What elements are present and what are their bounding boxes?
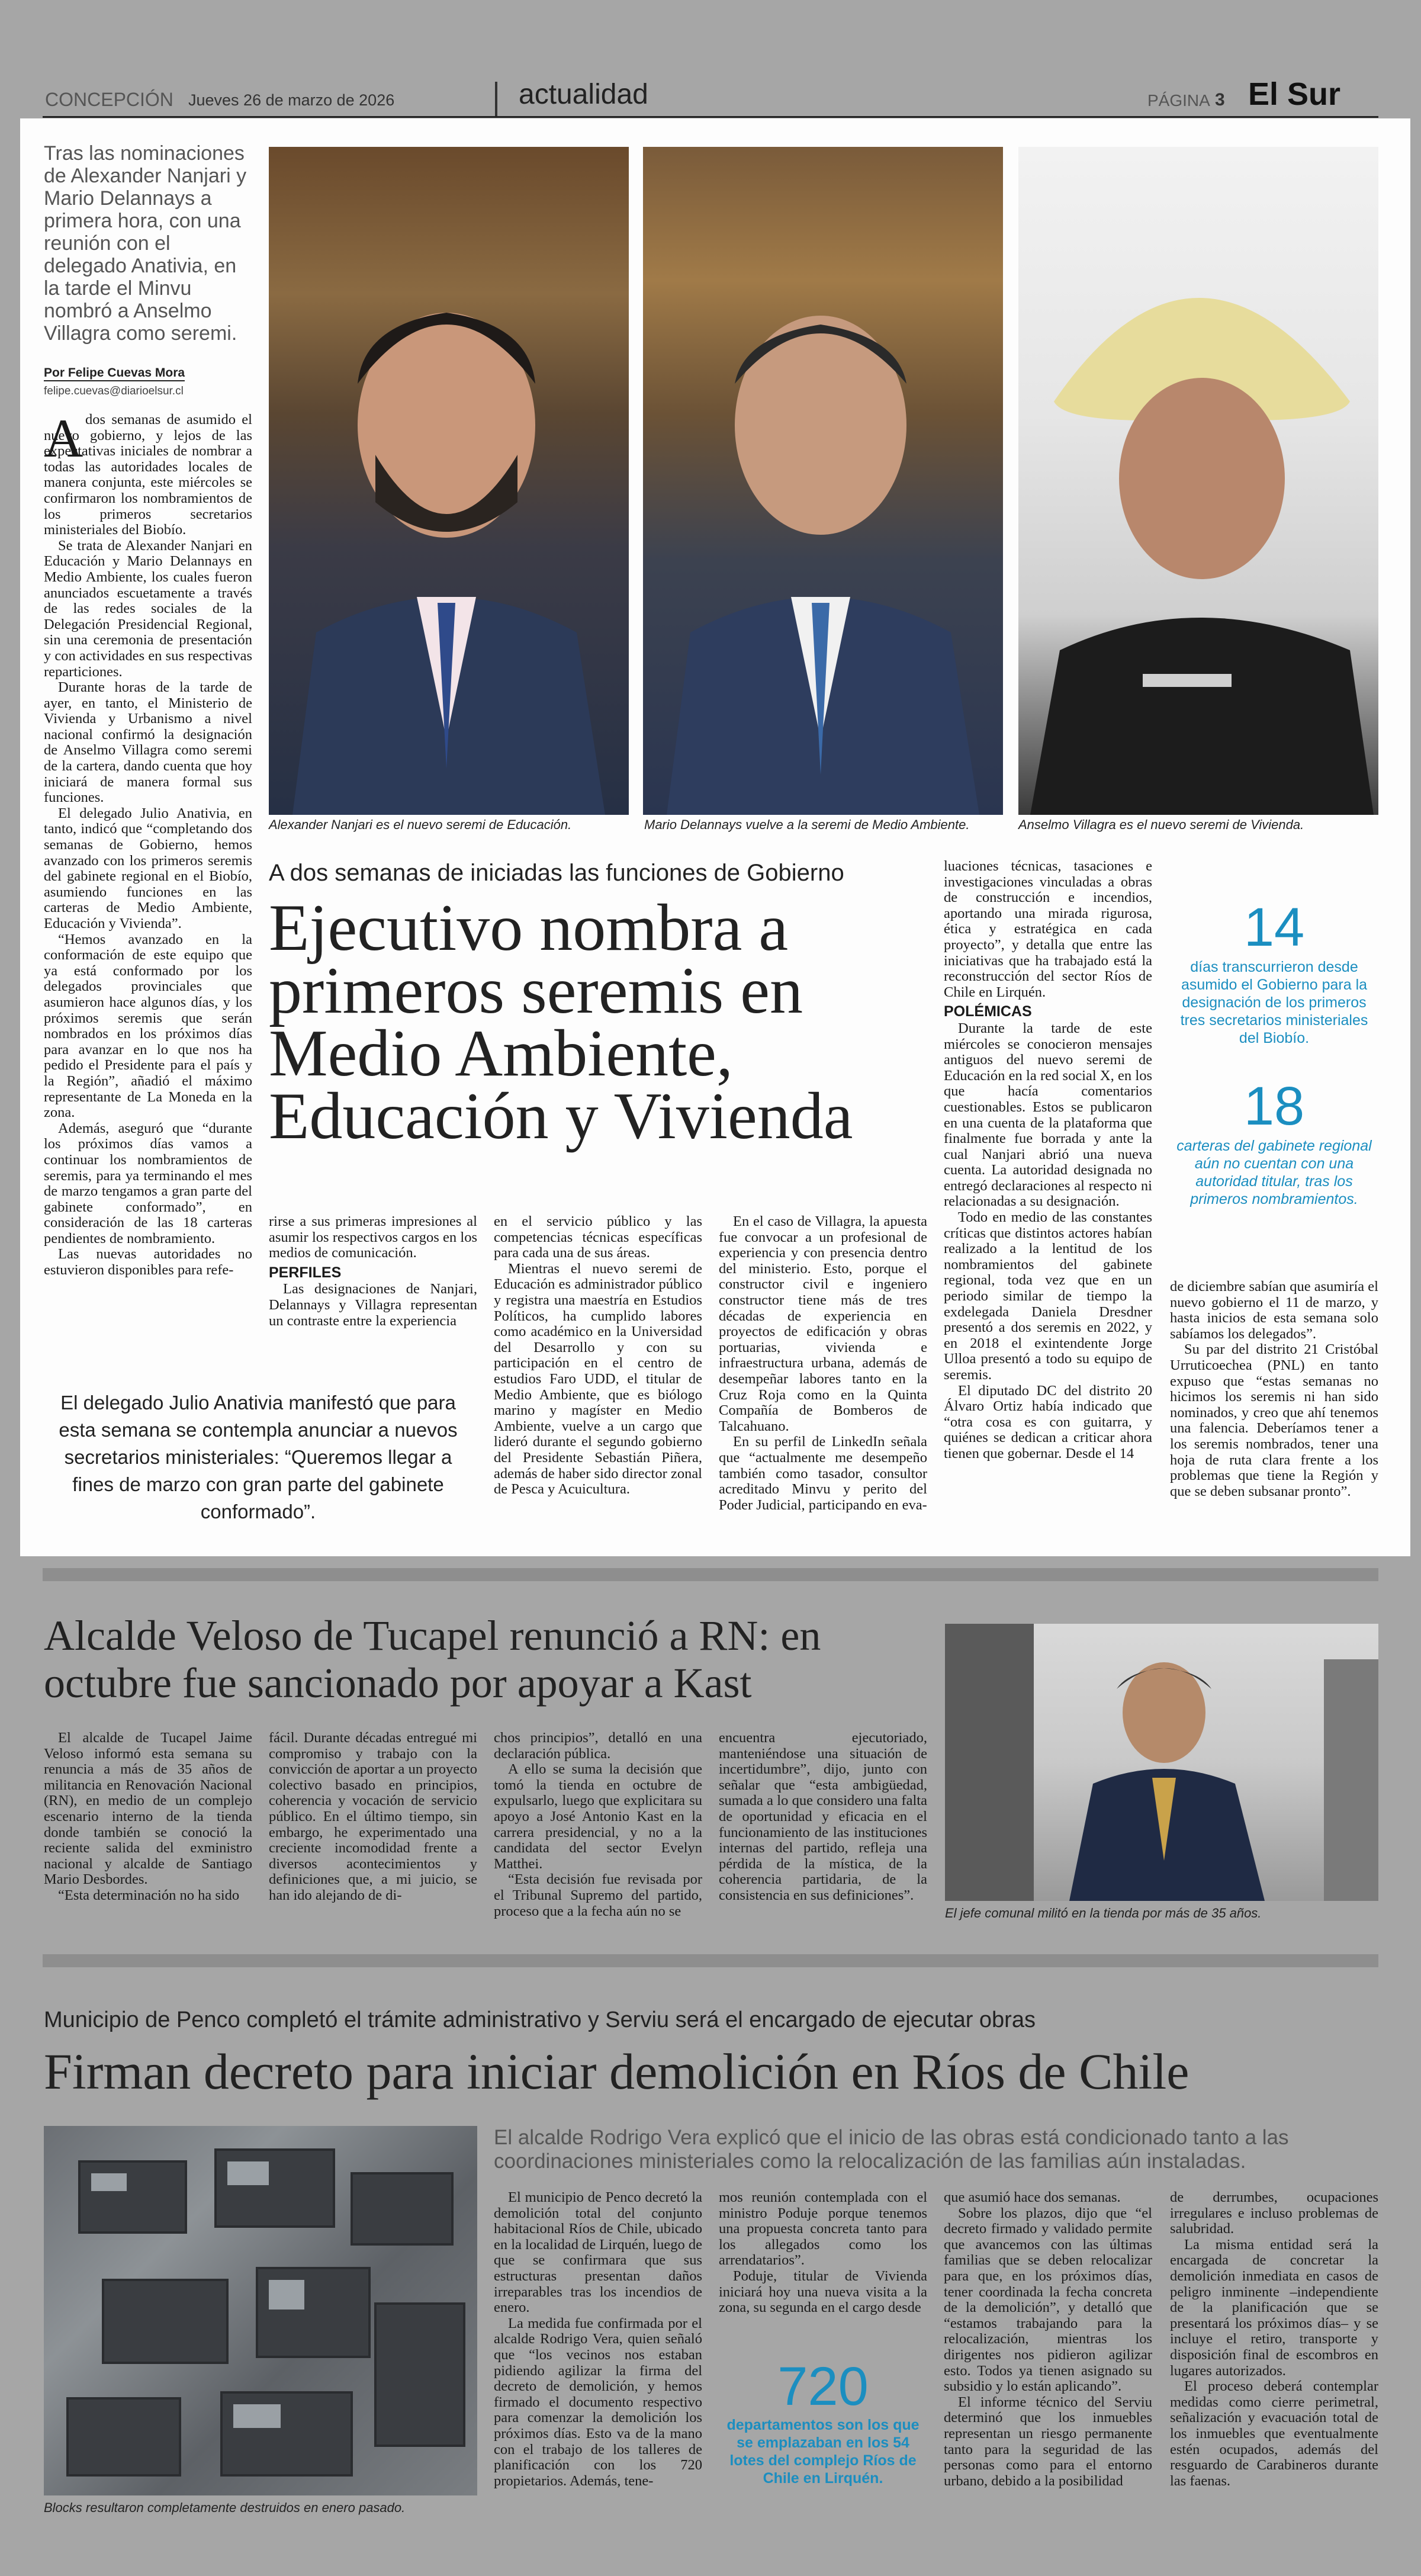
caption-veloso: El jefe comunal militó en la tienda por más de 35 años. — [945, 1906, 1262, 1920]
article3-column-4 — [1170, 2190, 1378, 2489]
paragraph: Además, aseguró que “durante los próximos días vamos a continuar los nombramientos de seremis, para ya terminando el mes de marzo tengamos a gran parte del gabinete conformado”, en consideración de las 18 carteras pendientes de nombramiento. — [44, 1120, 252, 1247]
paragraph: Las nuevas autoridades no estuvieron disponibles para refe- — [44, 1246, 252, 1279]
article3-headline: Firman decreto para iniciar demolición en Ríos de Chile — [44, 2043, 1189, 2100]
subhead-perfiles: PERFILES — [269, 1264, 342, 1281]
photo-nanjari — [269, 147, 629, 815]
paragraph: Sobre los plazos, dijo que “el decreto firmado y validado permite que avancemos con las últimas familias que se deben relocalizar para que, en los próximos días, tener coordinada la fecha concreta de la demolición”, y detalló que “estamos trabajando para la relocalización, mientras los dirigentes nos pidieron agilizar esto. Todos ya tienen asignado su subsidio y lo están aplicando”. — [944, 2205, 1152, 2395]
paragraph: encuentra ejecutoriado, manteniéndose una situación de incertidumbre”, dijo, junto con señalar que “esta ambigüedad, sumada a lo que considero una falta de oportunidad y eficacia en el funcionamiento de las instituciones internas del partido, refleja una pérdida de la mística, de la coherencia partidaria, de la consistencia en sus definiciones”. — [719, 1730, 927, 1903]
article1-column-2 — [269, 1214, 477, 1329]
paragraph: Se trata de Alexander Nanjari en Educación y Mario Delannays en Medio Ambiente, los cuales fueron anunciados escuetamente a través de las redes sociales de la Delegación Presidencial Regional, sin una ceremonia de presentación y con actividades en sus respectivas reparticiones. — [44, 537, 252, 680]
separator-band — [43, 1954, 1378, 1967]
header-date: Jueves 26 de marzo de 2026 — [188, 91, 395, 109]
article2-column-1 — [44, 1730, 252, 1904]
article1-email: felipe.cuevas@diarioelsur.cl — [44, 385, 184, 397]
paragraph: El municipio de Penco decretó la demolición total del conjunto habitacional Ríos de Chile, ubicado en la localidad de Lirquén, luego de que se confirmara que sus estructuras presentan daños irreparables tras los incendios de enero. — [494, 2189, 702, 2316]
article2-headline: Alcalde Veloso de Tucapel renunció a RN: en octubre fue sancionado por apoyar a Kast — [44, 1612, 821, 1707]
header-brand: El Sur — [1248, 76, 1341, 112]
article1-column-4 — [719, 1214, 927, 1513]
paragraph: El informe técnico del Serviu determinó que los inmuebles representan un riesgo permanente tanto para la seguridad de las personas como para el entorno urbano, debido a la posibilidad — [944, 2394, 1152, 2489]
paragraph: Durante horas de la tarde de ayer, en tanto, el Ministerio de Vivienda y Urbanismo a nivel nacional confirmó la designación de Anselmo Villagra como seremi de la cartera, dando cuenta que hoy iniciará de manera formal sus funciones. — [44, 679, 252, 806]
header-city: CONCEPCIÓN — [45, 89, 173, 110]
paragraph: luaciones técnicas, tasaciones e investigaciones vinculadas a obras de construcción e incendios, aportando una mirada rigurosa, ética y estratégica en cada proyecto”, y detalla que entre las iniciativas que ha trabajado está la reconstrucción del sector Ríos de Chile en Lirquén. — [944, 858, 1152, 1000]
paragraph: La medida fue confirmada por el alcalde Rodrigo Vera, quien señaló que “los vecinos nos estaban pidiendo agilizar la firma del decreto de demolición, y hemos firmado el documento respectivo para comenzar la demolición los próximos días. Esto va de la mano con el trabajo de los talleres de planificación con los 720 propietarios. Además, tene- — [494, 2315, 702, 2489]
paragraph: Todo en medio de las constantes críticas que distintos actores habían realizado a la lentitud de los nombramientos del gabinete regional, toda vez que en un periodo similar de tiempo la exdelegada Daniela Dresdner presentó a dos seremis en 2022, y en 2018 el exintendente Jorge Ulloa presentó a todo su equipo de seremis. — [944, 1209, 1152, 1383]
paragraph: rirse a sus primeras impresiones al asumir los respectivos cargos en los medios de comunicación. — [269, 1213, 477, 1261]
article3-column-3 — [944, 2190, 1152, 2489]
paragraph: Su par del distrito 21 Cristóbal Urruticoechea (PNL) en tanto expuso que “estas semanas no hicimos los seremis ni han sido nominados, y creo que ahí tenemos una falencia. Deberíamos tener a los seremis nombrados, tener una hoja de ruta clara frente a los problemas que tiene la Región y que se deben subsanar pronto”. — [1170, 1341, 1378, 1499]
paragraph: Poduje, titular de Vivienda iniciará hoy una nueva visita a la zona, su segunda en el cargo desde — [719, 2267, 927, 2316]
paragraph: El delegado Julio Anativia, en tanto, indicó que “completando dos semanas de Gobierno, hemos avanzado con los primeros seremis del gabinete regional en el Biobío, asumiendo funciones en las carteras de Medio Ambiente, Educación y Vivienda”. — [44, 805, 252, 932]
article2-column-2 — [269, 1730, 477, 1904]
photo-rios-de-chile — [44, 2126, 477, 2495]
article3-column-2 — [719, 2190, 927, 2316]
stat-720-text: departamentos son los que se emplazaban en los 54 lotes del complejo Ríos de Chile en Lirquén. — [726, 2417, 920, 2487]
paragraph: Durante la tarde de este miércoles se conocieron mensajes antiguos del nuevo seremi de Educación en la red social X, en los que hacía comentarios cuestionables. Estos se publicaron en una cuenta de la plataforma que finalmente fue borrada y ante la cual Nanjari abrió una nueva cuenta. La autoridad designada no entregó declaraciones al respecto ni relacionadas a su designación. — [944, 1020, 1152, 1210]
paragraph: En su perfil de LinkedIn señala que “actualmente me desempeño también como tasador, consultor acreditado Minvu y perito del Poder Judicial, participando en eva- — [719, 1434, 927, 1513]
paragraph: mos reunión contemplada con el ministro Poduje porque tenemos una propuesta concreta tanto para los allegados como los arrendatarios”. — [719, 2189, 927, 2269]
header-divider — [495, 82, 497, 117]
header-rule — [43, 116, 1378, 118]
paragraph: dos semanas de asumido el nuevo gobierno, y lejos de las expectativas iniciales de nombrar a todas las autoridades locales de manera conjunta, este miércoles se confirmaron los nombramientos de los primeros secretarios ministeriales del Biobío. — [44, 412, 252, 538]
paragraph: A ello se suma la decisión que tomó la tienda en octubre de expulsarlo, luego que explicitara su apoyo a José Antonio Kast en la carrera presidencial, y no a la candidata del sector Evelyn Matthei. — [494, 1761, 702, 1872]
caption-delannays: Mario Delannays vuelve a la seremi de Medio Ambiente. — [644, 817, 970, 832]
paragraph: Mientras el nuevo seremi de Educación es administrador público y registra una maestría en Estudios Políticos, ha cumplido labores como académico en la Universidad del Desarrollo y con su participación en el centro de estudios Faro UDD, el titular de Medio Ambiente, que es biólogo marino y magíster en Medio Ambiente, vuelve a un cargo que lideró durante el segundo gobierno del Presidente Sebastián Piñera, además de haber sido director zonal de Pesca y Acuicultura. — [494, 1260, 702, 1498]
paragraph: que asumió hace dos semanas. — [944, 2189, 1121, 2205]
article1-column-5 — [944, 859, 1152, 1462]
paragraph: “Hemos avanzado en la conformación de este equipo que ya está conformado por los delegados provinciales que asumieron hace algunos días, y los próximos seremis que serán nombrados en los próximos días para avanzar en lo que nos ha pedido el Presidente para el país y la Región”, añadió el máximo representante de La Moneda en la zona. — [44, 931, 252, 1121]
dropcap: A — [44, 408, 83, 468]
separator-band — [43, 1568, 1378, 1581]
article1-headline: Ejecutivo nombra a primeros seremis en Medio Ambiente, Educación y Vivienda — [269, 891, 853, 1153]
article3-column-1 — [494, 2190, 702, 2489]
article3-lead: El alcalde Rodrigo Vera explicó que el inicio de las obras está condicionado tanto a las coordinaciones ministeriales como la relocalización de las familias aún instaladas. — [494, 2126, 1289, 2173]
paragraph: El diputado DC del distrito 20 Álvaro Ortiz había indicado que “otra cosa es con guitarra, y quiénes se dedican a criticar ahora tienen que gobernar. Desde el 14 — [944, 1382, 1152, 1462]
article1-column-3 — [494, 1214, 702, 1498]
caption-villagra: Anselmo Villagra es el nuevo seremi de Vivienda. — [1018, 817, 1304, 832]
portrait-veloso-graphic — [945, 1624, 1378, 1901]
article1-kicker: A dos semanas de iniciadas las funciones de Gobierno — [269, 860, 844, 886]
header-page-label: PÁGINA — [1147, 91, 1210, 110]
header-page-number: 3 — [1215, 90, 1225, 110]
paragraph: El proceso deberá contemplar medidas como cierre perimetral, señalización y evacuación total de los inmuebles que eventualmente estén ocupados, además del resguardo de Carabineros durante las faenas. — [1170, 2378, 1378, 2489]
paragraph: El alcalde de Tucapel Jaime Veloso informó esta semana su renuncia a más de 35 años de militancia en Renovación Nacional (RN), en medio de un complejo escenario interno de la tienda donde también se conoció la reciente salida del exministro nacional y alcalde de Santiago Mario Desbordes. — [44, 1730, 252, 1888]
caption-nanjari: Alexander Nanjari es el nuevo seremi de Educación. — [269, 817, 572, 832]
stat-14-text: días transcurrieron desde asumido el Gobierno para la designación de los primeros tres secretarios ministeriales del Biobío. — [1180, 959, 1368, 1046]
stat-14-value: 14 — [1243, 897, 1305, 958]
aerial-ruins-graphic — [44, 2126, 477, 2495]
stat-18-text: carteras del gabinete regional aún no cuentan con una autoridad titular, tras los primeros nombramientos. — [1176, 1138, 1372, 1207]
paragraph: Las designaciones de Nanjari, Delannays y Villagra representan un contraste entre la experiencia — [269, 1281, 477, 1329]
photo-villagra — [1018, 147, 1378, 815]
photo-delannays — [643, 147, 1003, 815]
paragraph: chos principios”, detalló en una declaración pública. — [494, 1730, 702, 1762]
portrait-delannays-graphic — [643, 147, 1003, 815]
article1-column-1 — [44, 408, 252, 1279]
paragraph: en el servicio público y las competencias técnicas específicas para cada una de sus áreas. — [494, 1213, 702, 1261]
article3-kicker: Municipio de Penco completó el trámite administrativo y Serviu será el encargado de ejecutar obras — [44, 2008, 1036, 2032]
paragraph: “Esta decisión fue revisada por el Tribunal Supremo del partido, proceso que a la fecha aún no se — [494, 1871, 702, 1919]
paragraph: de derrumbes, ocupaciones irregulares e incluso problemas de salubridad. — [1170, 2189, 1378, 2237]
stat-720-value: 720 — [777, 2356, 869, 2417]
stat-18-value: 18 — [1243, 1076, 1305, 1136]
paragraph: “Esta determinación no ha sido — [58, 1887, 240, 1903]
article2-column-4 — [719, 1730, 927, 1904]
subhead-polemicas: POLÉMICAS — [944, 1003, 1032, 1020]
article1-intro: Tras las nominaciones de Alexander Nanjari y Mario Delannays a primera hora, con una reunión con el delegado Anativia, en la tarde el Minvu nombró a Anselmo Villagra como seremi. — [44, 142, 247, 345]
paragraph: de diciembre sabían que asumiría el nuevo gobierno el 11 de marzo, y hasta inicios de esta semana solo sabíamos los delegados”. — [1170, 1279, 1378, 1342]
paragraph: fácil. Durante décadas entregué mi compromiso y trabajo con la convicción de aportar a un proyecto colectivo basado en principios, coherencia y vocación de servicio público. En el último tiempo, sin embargo, he experimentado una creciente incomodidad frente a diversos acontecimientos y definiciones que, a mi juicio, se han ido alejando de di- — [269, 1730, 477, 1903]
article2-column-3 — [494, 1730, 702, 1919]
portrait-villagra-graphic — [1018, 147, 1378, 815]
article1-pull-quote: El delegado Julio Anativia manifestó que para esta semana se contempla anunciar a nuevos secretarios ministeriales: “Queremos llegar a fines de marzo con gran parte del gabinete conformado”. — [59, 1392, 458, 1523]
paragraph: En el caso de Villagra, la apuesta fue convocar a un profesional de experiencia y con presencia dentro del ministerio. Esto, porque el constructor civil e ingeniero constructor tiene más de tres décadas de experiencia en proyectos de edificación y obras portuarias, vivienda e infraestructura urbana, además de desempeñar labores tanto en la Cruz Roja como en la Quinta Compañía de Bomberos de Talcahuano. — [719, 1213, 927, 1434]
header-section: actualidad — [519, 79, 648, 110]
photo-veloso — [945, 1624, 1378, 1901]
portrait-nanjari-graphic — [269, 147, 629, 815]
article1-byline: Por Felipe Cuevas Mora — [44, 366, 185, 381]
article1-column-6 — [1170, 1279, 1378, 1499]
paragraph: La misma entidad será la encargada de concretar la demolición inmediata en casos de peligro inminente –independiente de la planificación que se presentará los próximos días– y se incluye el retiro, transporte y disposición final de escombros en lugares autorizados. — [1170, 2236, 1378, 2379]
caption-rios-de-chile: Blocks resultaron completamente destruidos en enero pasado. — [44, 2500, 406, 2515]
